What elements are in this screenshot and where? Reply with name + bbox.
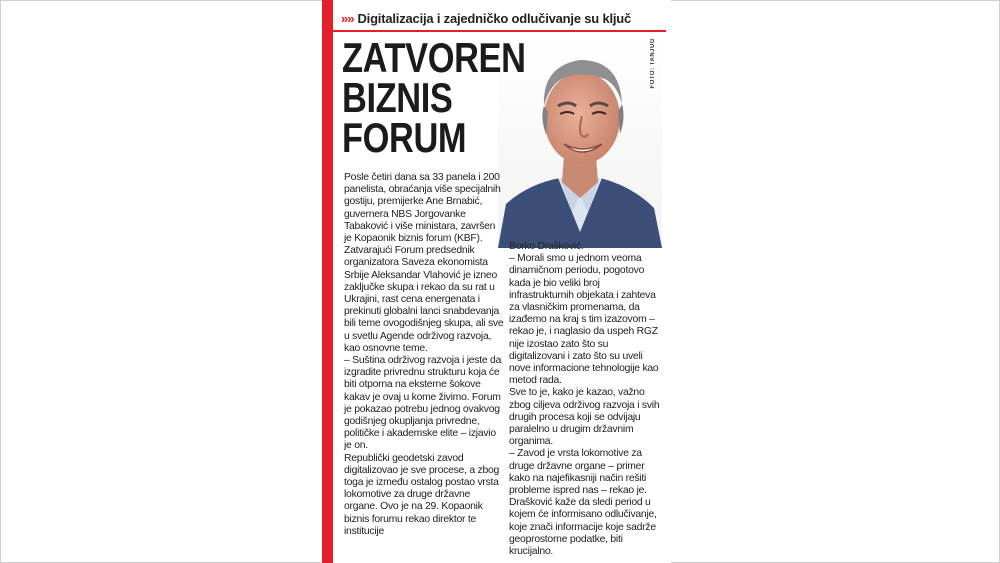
kicker-line [341, 11, 661, 26]
headline-line-1: ZATVOREN [342, 34, 526, 81]
body-column-2 [509, 241, 665, 558]
chevrons-icon: »» [341, 11, 354, 26]
paragraph: Republički geodetski zavod digitalizovao je sve procese, a zbog toga je između ostalog postao vrsta lokomotive za druge državne organe. Ovo je na 29. Kopaonik biznis forumu rekao direktor te institucije [344, 452, 500, 537]
paragraph: Borko Drašković. [509, 241, 584, 252]
headline-line-3: FORUM [342, 114, 467, 161]
red-margin-bar [322, 0, 333, 563]
headline-line-2: BIZNIS [342, 74, 453, 121]
paragraph: Sve to je, kako je kazao, važno zbog ciljeva održivog razvoja i svih drugih procesa koji se odvijaju paralelno u drugim državnim organima. [509, 387, 660, 448]
paragraph: Zatvarajući Forum predsednik organizatora Saveza ekonomista Srbije Aleksandar Vlahović je izneo zaključke skupa i rekao da su rat u Ukrajini, rast cena energenata i prekinuti globalni lanci snabdevanja bili teme ovogodišnjeg skupa, ali sve u svetlu Agende održivog razvoja, kao osnovne teme. [344, 245, 504, 354]
kicker-rule [333, 30, 666, 32]
kicker-text: Digitalizacija i zajedničko odlučivanje su ključ [357, 11, 632, 26]
paragraph: – Suština održivog razvoja i jeste da izgradite privrednu strukturu koja će biti otporna na eksterne šokove kakav je ovaj u kome živimo. Forum je pokazao potrebu jednog ovakvog godišnjeg okupljanja privredne, političke i akademske elite – izjavio je on. [344, 355, 502, 452]
paragraph: – Morali smo u jednom veoma dinamičnom periodu, pogotovo kada je bio veliki broj infrastrukturnih objekata i zahteva za vlasničkim promenama, da izađemo na kraj s tim izazovom – rekao je, i naglasio da uspeh RGZ nije izostao zato što su digitalizovani i zato što su uveli nove informacione tehnologije kao metod rada. [509, 253, 659, 387]
paragraph: Posle četiri dana sa 33 panela i 200 panelista, obraćanja više specijalnih gostiju, premijerke Ane Brnabić, guvernera NBS Jorgovanke Tabaković i više ministara, završen je Kopaonik biznis forum (KBF). [344, 172, 501, 245]
photo-credit: FOTO: TANJUG [650, 38, 656, 89]
headline [342, 34, 526, 161]
body-column-1 [344, 172, 504, 538]
paragraph: – Zavod je vrsta lokomotive za druge državne organe – primer kako na najefikasniji način rešiti probleme ispred nas – rekao je. Drašković kaže da sledi period u kojem će informisano odlučivanje, koje znači informacije koje sadrže geoprostorne podatke, biti krucijalno. [509, 448, 657, 558]
